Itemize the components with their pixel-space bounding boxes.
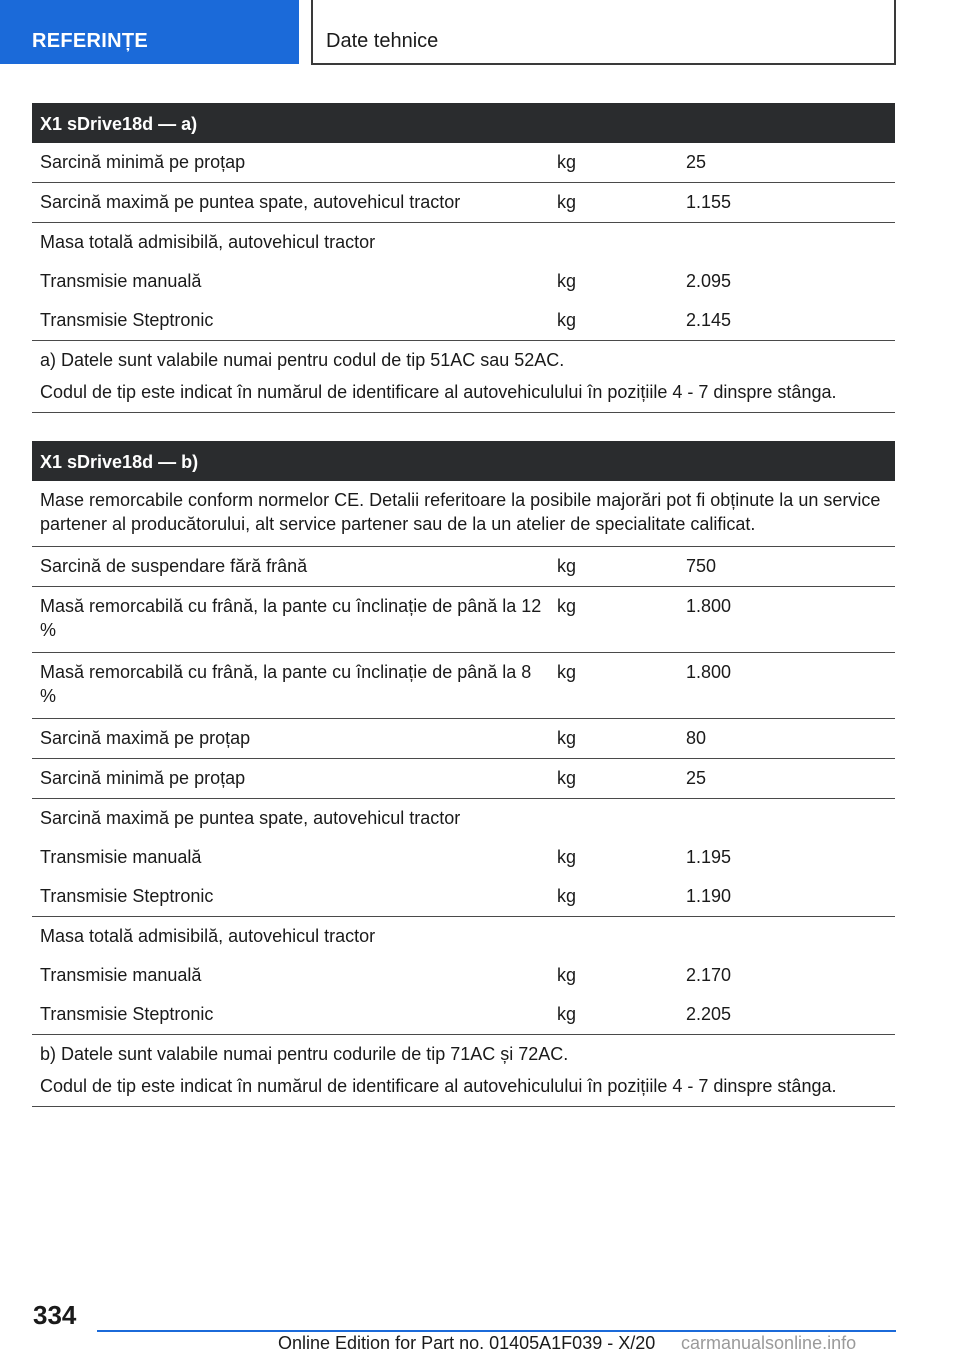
table-row xyxy=(32,838,895,877)
table-row xyxy=(32,143,895,183)
row-label: Transmisie manuală xyxy=(40,965,202,985)
row-label: Masă remorcabilă cu frână, la pante cu înclinație de până la 8 % xyxy=(40,662,532,706)
row-unit: kg xyxy=(557,192,577,212)
table-row xyxy=(32,547,895,587)
footer-divider xyxy=(97,1330,896,1332)
row-label: Masa totală admisibilă, autovehicul tractor xyxy=(40,926,376,946)
row-unit: kg xyxy=(557,728,577,748)
intro-text: Mase remorcabile conform normelor CE. Detalii referitoare la posibile majorări pot fi obținute la un service partener al producătorului, alt service partener sau de la un atelier de specialitate calificat. xyxy=(40,490,881,534)
table-b-title: X1 sDrive18d — b) xyxy=(32,441,895,481)
chapter-label: Date tehnice xyxy=(326,30,439,52)
row-unit: kg xyxy=(557,965,577,985)
row-unit: kg xyxy=(557,886,577,906)
row-label: Masă remorcabilă cu frână, la pante cu înclinație de până la 12 % xyxy=(40,596,542,640)
row-label: Sarcină minimă pe proțap xyxy=(40,768,246,788)
table-row xyxy=(32,877,895,917)
row-unit: kg xyxy=(557,271,577,291)
table-row-group-heading xyxy=(32,223,895,262)
table-row xyxy=(32,262,895,301)
table-row xyxy=(32,759,895,799)
row-label: Transmisie Steptronic xyxy=(40,1004,214,1024)
footnote-line: b) Datele sunt valabile numai pentru codurile de tip 71AC și 72AC. xyxy=(40,1044,569,1064)
table-b-footnote xyxy=(32,1035,895,1107)
row-value: 2.170 xyxy=(686,965,732,985)
table-row xyxy=(32,956,895,995)
table-b-intro xyxy=(32,481,895,547)
row-label: Transmisie Steptronic xyxy=(40,886,214,906)
row-label: Transmisie Steptronic xyxy=(40,310,214,330)
row-value: 1.190 xyxy=(686,886,732,906)
row-value: 80 xyxy=(686,728,707,748)
row-unit: kg xyxy=(557,556,577,576)
spec-table-a xyxy=(32,103,895,413)
row-unit: kg xyxy=(557,596,577,616)
row-unit: kg xyxy=(557,768,577,788)
row-value: 25 xyxy=(686,768,707,788)
table-row xyxy=(32,183,895,223)
row-value: 750 xyxy=(686,556,717,576)
row-unit: kg xyxy=(557,310,577,330)
row-unit: kg xyxy=(557,847,577,867)
table-row xyxy=(32,995,895,1035)
page-number: 334 xyxy=(33,1300,77,1330)
row-value: 1.800 xyxy=(686,596,732,616)
table-row xyxy=(32,587,895,653)
section-tab: REFERINȚE xyxy=(0,0,299,64)
footnote-line: Codul de tip este indicat în numărul de identificare al autovehiculului în pozițiile 4 - 7 dinspre stânga. xyxy=(40,382,837,402)
row-value: 1.155 xyxy=(686,192,732,212)
row-value: 2.095 xyxy=(686,271,732,291)
table-row xyxy=(32,719,895,759)
row-label: Masa totală admisibilă, autovehicul tractor xyxy=(40,232,376,252)
table-a-title: X1 sDrive18d — a) xyxy=(32,103,895,143)
row-value: 1.800 xyxy=(686,662,732,682)
spec-table-b xyxy=(32,441,895,1107)
watermark: carmanualsonline.info xyxy=(681,1333,857,1353)
row-label: Sarcină maximă pe puntea spate, autovehicul tractor xyxy=(40,192,461,212)
row-label: Sarcină minimă pe proțap xyxy=(40,152,246,172)
row-value: 25 xyxy=(686,152,707,172)
table-row-group-heading xyxy=(32,799,895,838)
row-label: Sarcină maximă pe proțap xyxy=(40,728,251,748)
row-value: 2.205 xyxy=(686,1004,732,1024)
row-label: Sarcină maximă pe puntea spate, autovehicul tractor xyxy=(40,808,461,828)
row-unit: kg xyxy=(557,1004,577,1024)
table-row xyxy=(32,301,895,341)
row-unit: kg xyxy=(557,662,577,682)
table-row-group-heading xyxy=(32,917,895,956)
row-label: Transmisie manuală xyxy=(40,271,202,291)
chapter-title xyxy=(311,0,896,65)
row-label: Transmisie manuală xyxy=(40,847,202,867)
edition-text: Online Edition for Part no. 01405A1F039 - X/20 xyxy=(278,1333,656,1353)
row-label: Sarcină de suspendare fără frână xyxy=(40,556,308,576)
footnote-line: Codul de tip este indicat în numărul de identificare al autovehiculului în pozițiile 4 - 7 dinspre stânga. xyxy=(40,1076,837,1096)
row-value: 1.195 xyxy=(686,847,732,867)
row-unit: kg xyxy=(557,152,577,172)
row-value: 2.145 xyxy=(686,310,732,330)
table-a-footnote xyxy=(32,341,895,413)
footnote-line: a) Datele sunt valabile numai pentru codul de tip 51AC sau 52AC. xyxy=(40,350,565,370)
table-row xyxy=(32,653,895,719)
